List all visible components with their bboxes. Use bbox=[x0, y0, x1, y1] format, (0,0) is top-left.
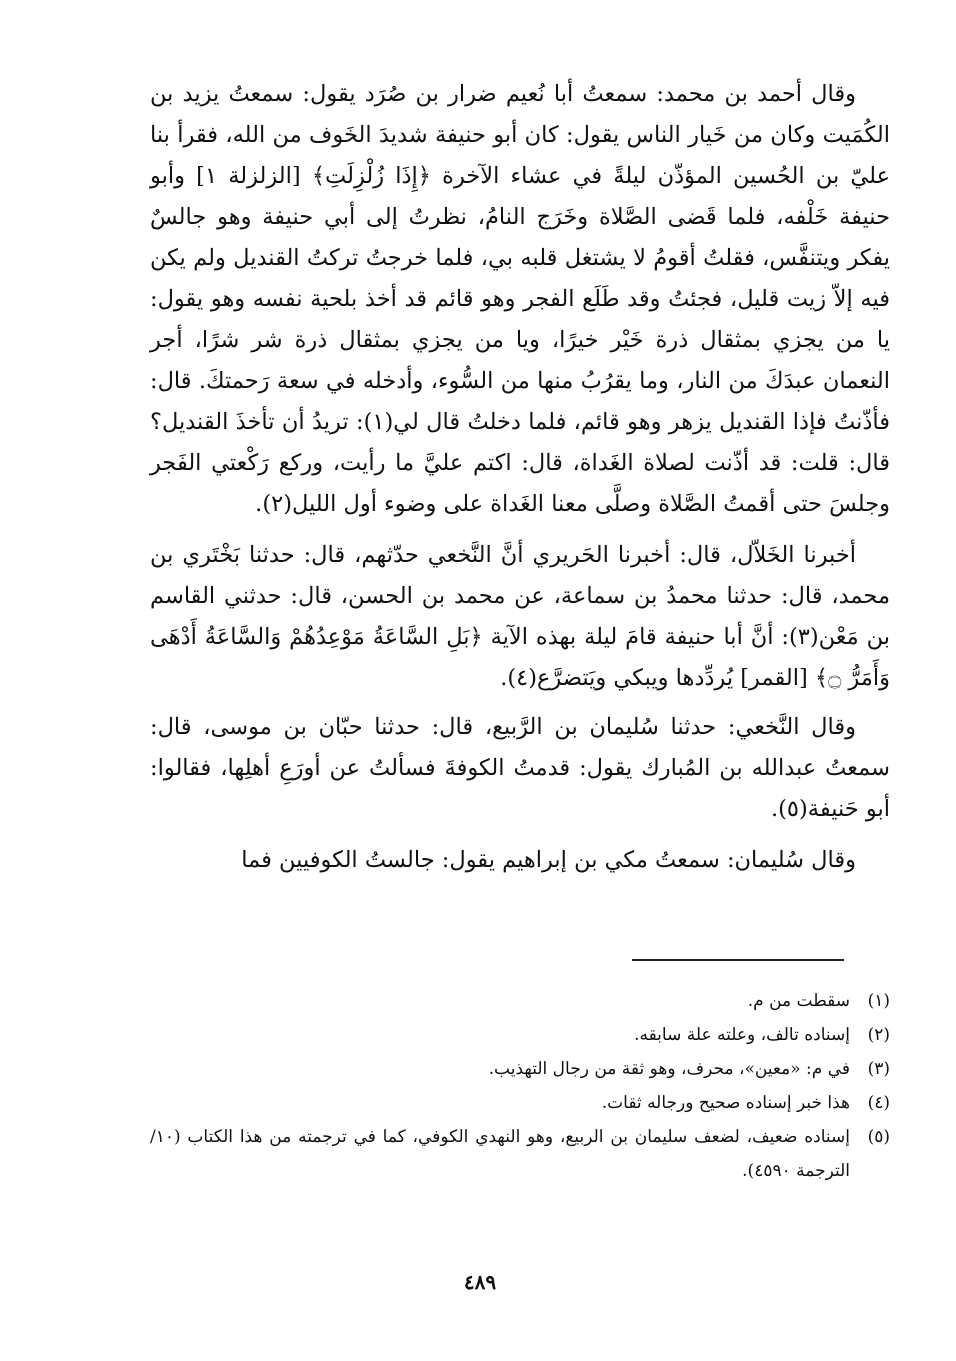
footnote-text: في م: «معين»، محرف، وهو ثقة من رجال التهذيب. bbox=[488, 1059, 850, 1079]
footnote-number: (٣) bbox=[867, 1059, 890, 1079]
footnote-item bbox=[150, 1018, 890, 1052]
footnote-number: (٥) bbox=[867, 1127, 890, 1147]
paragraph-ibn-al-mubarak-report: وقال النَّخعي: حدثنا سُليمان بن الرَّبيع، قال: حدثنا حبّان بن موسى، قال: سمعتُ عبدالله بن المُبارك يقول: قدمتُ الكوفةَ فسألتُ عن أورَعِ أهلِها، فقالوا: أبو حَنيفة(٥). bbox=[150, 714, 890, 822]
footnote-item bbox=[150, 1120, 890, 1188]
footnote-text: إسناده تالف، وعلته علة سابقه. bbox=[634, 1025, 850, 1045]
footnote-separator-rule bbox=[632, 959, 844, 961]
paragraph-abu-hanifa-night-prayer: وقال أحمد بن محمد: سمعتُ أبا نُعيم ضرار بن صُرَد يقول: سمعتُ يزيد بن الكُمَيت وكان من خَيار الناس يقول: كان أبو حنيفة شديدَ الخَوف من الله، فقرأ بنا عليّ بن الحُسين المؤذّن ليلةً في عشاء الآخرة ﴿إِذَا زُلْزِلَتِ﴾ [الزلزلة ١] وأبو حنيفة خَلْفه، فلما قَضى الصَّلاة وخَرَج النامُ، نظرتُ إلى أبي حنيفة وهو جالسٌ يفكر ويتنفَّس، فقلتُ أقومُ لا يشتغل قلبه بي، فلما خرجتُ تركتُ القنديل ولم يكن فيه إلاّ زيت قليل، فجئتُ وقد طَلَع الفجر وهو قائم قد أخذ بلحية نفسه وهو يقول: يا من يجزي بمثقال ذرة خَيْر خيرًا، ويا من يجزي بمثقال ذرة شر شرًا، أجر النعمان عبدَكَ من النار، وما يقرُبُ منها من السُّوء، وأدخله في سعة رَحمتكَ. قال: فأذّنتُ فإذا القنديل يزهر وهو قائم، فلما دخلتُ قال لي(١): تريدُ أن تأخذَ القنديل؟ قال: قلت: قد أذّنت لصلاة الغَداة، قال: اكتم عليَّ ما رأيت، وركع رَكْعتي الفَجر وجلسَ حتى أقمتُ الصَّلاة وصلَّى معنا الغَداة على وضوء أول الليل(٢). bbox=[150, 81, 890, 517]
footnote-text: هذا خبر إسناده صحيح ورجاله ثقات. bbox=[601, 1093, 850, 1113]
footnote-text: سقطت من م. bbox=[747, 991, 850, 1011]
footnote-item bbox=[150, 1052, 890, 1086]
paragraph-qasim-ibn-man-report: أخبرنا الخَلاّل، قال: أخبرنا الحَريري أنَّ النَّخعي حدّثهم، قال: حدثنا بَخْتَري بن محمد، قال: حدثنا محمدُ بن سماعة، عن محمد بن الحسن، قال: حدثني القاسم بن مَعْن(٣): أنَّ أبا حنيفة قامَ ليلة بهذه الآية ﴿بَلِ السَّاعَةُ مَوْعِدُهُمْ وَالسَّاعَةُ أَدْهَى وَأَمَرُّ ۝﴾ [القمر] يُردِّدها ويبكي ويَتضرَّع(٤). bbox=[150, 542, 890, 691]
footnote-item bbox=[150, 1086, 890, 1120]
footnote-item bbox=[150, 984, 890, 1018]
footnote-text: إسناده ضعيف، لضعف سليمان بن الربيع، وهو النهدي الكوفي، كما في ترجمته من هذا الكتاب (١٠/ الترجمة ٤٥٩٠). bbox=[150, 1127, 850, 1181]
footnote-number: (٢) bbox=[867, 1025, 890, 1045]
footnotes-section bbox=[150, 984, 890, 1188]
footnote-number: (١) bbox=[867, 991, 890, 1011]
page-number: ٤٨٩ bbox=[463, 1270, 497, 1294]
main-text-body bbox=[150, 74, 890, 883]
footnote-number: (٤) bbox=[867, 1093, 890, 1113]
paragraph-makki-ibn-ibrahim-report: وقال سُليمان: سمعتُ مكي بن إبراهيم يقول: جالستُ الكوفيين فما bbox=[241, 847, 856, 873]
